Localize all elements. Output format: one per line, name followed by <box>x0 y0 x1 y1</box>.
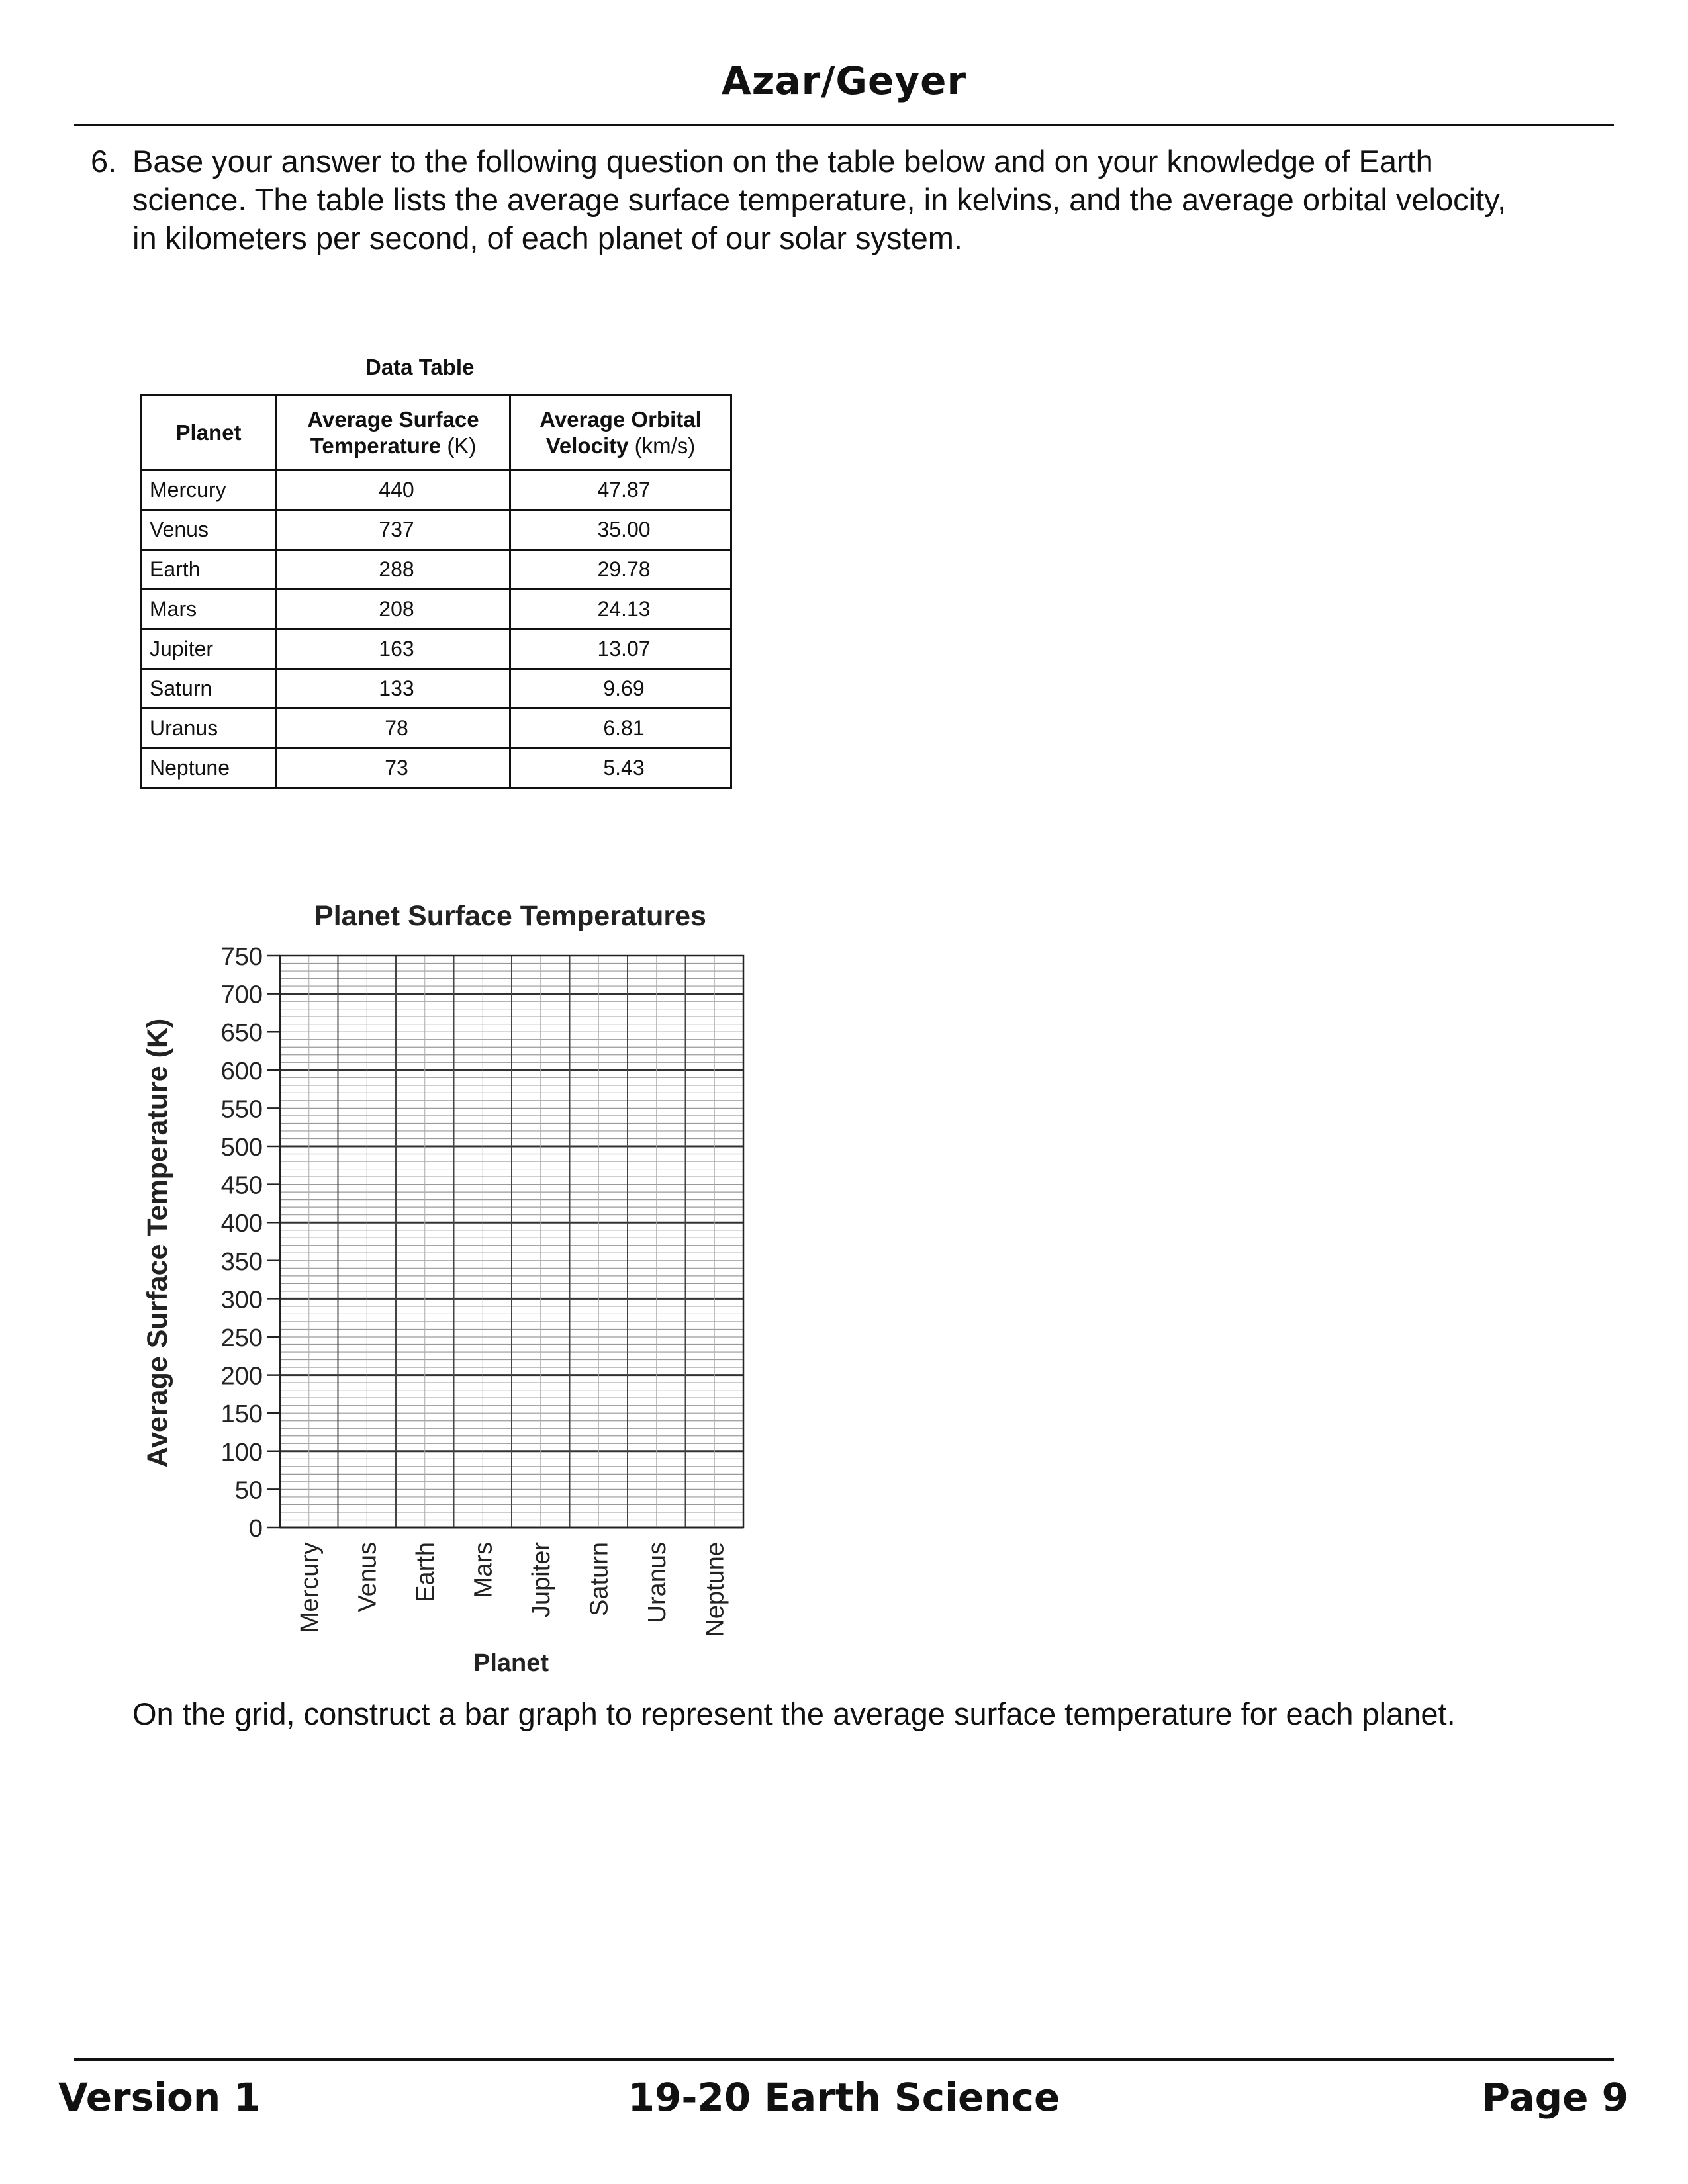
planet-cell: Mercury <box>141 471 277 510</box>
x-tick-label: Neptune <box>701 1542 729 1637</box>
temperature-cell: 78 <box>277 709 510 749</box>
chart-grid <box>280 956 743 1527</box>
velocity-cell: 6.81 <box>510 709 731 749</box>
y-tick-label: 100 <box>220 1438 263 1467</box>
y-tick-label: 600 <box>220 1057 263 1085</box>
x-tick-label: Mars <box>469 1542 498 1598</box>
footer-divider <box>74 2058 1614 2061</box>
temperature-cell: 133 <box>277 669 510 709</box>
x-tick-label: Jupiter <box>527 1542 555 1618</box>
y-tick-label: 150 <box>220 1400 263 1429</box>
y-tick-label: 450 <box>220 1171 263 1200</box>
y-tick-label: 250 <box>220 1324 263 1352</box>
footer-version: Version 1 <box>58 2075 261 2120</box>
velocity-cell: 13.07 <box>510 629 731 669</box>
header-temperature-unit: (K) <box>447 433 477 458</box>
temperature-cell: 208 <box>277 590 510 629</box>
header-temperature-label: Average Surface Temperature <box>307 407 479 458</box>
question-number: 6. <box>91 144 117 179</box>
y-tick-label: 300 <box>220 1286 263 1314</box>
velocity-cell: 29.78 <box>510 550 731 590</box>
planet-cell: Mars <box>141 590 277 629</box>
header-planet-label: Planet <box>175 420 242 445</box>
footer-page: Page 9 <box>1481 2075 1628 2120</box>
y-tick-label: 500 <box>220 1134 263 1161</box>
y-tick-label: 350 <box>220 1248 263 1276</box>
header-velocity-label: Average Orbital Velocity <box>539 407 702 458</box>
y-tick-label: 50 <box>234 1477 263 1505</box>
temperature-cell: 440 <box>277 471 510 510</box>
x-tick-label: Uranus <box>643 1542 671 1623</box>
planet-cell: Earth <box>141 550 277 590</box>
temperature-cell: 163 <box>277 629 510 669</box>
temperature-cell: 73 <box>277 749 510 788</box>
chart-title: Planet Surface Temperatures <box>314 900 706 932</box>
planet-cell: Uranus <box>141 709 277 749</box>
temperature-cell: 737 <box>277 510 510 550</box>
velocity-cell: 47.87 <box>510 471 731 510</box>
velocity-cell: 35.00 <box>510 510 731 550</box>
y-tick-label: 200 <box>220 1362 263 1390</box>
temperature-cell: 288 <box>277 550 510 590</box>
planet-cell: Jupiter <box>141 629 277 669</box>
chart-x-ticks <box>296 1542 729 1637</box>
header-velocity-unit: (km/s) <box>634 433 696 458</box>
footer-course: 19-20 Earth Science <box>628 2075 1060 2120</box>
y-tick-label: 400 <box>220 1210 263 1238</box>
chart-y-ticks <box>221 943 280 1543</box>
x-tick-label: Mercury <box>295 1542 324 1633</box>
planet-cell: Neptune <box>141 749 277 788</box>
x-tick-label: Earth <box>411 1542 440 1602</box>
x-tick-label: Venus <box>353 1542 382 1612</box>
table-caption: Data Table <box>365 355 475 379</box>
y-tick-label: 0 <box>248 1515 263 1543</box>
x-tick-label: Saturn <box>585 1542 614 1616</box>
velocity-cell: 24.13 <box>510 590 731 629</box>
chart-y-axis-label: Average Surface Temperature (K) <box>142 1018 173 1468</box>
y-tick-label: 700 <box>220 981 263 1009</box>
page-header-title: Azar/Geyer <box>721 58 967 103</box>
chart-x-axis-label: Planet <box>473 1649 549 1677</box>
instruction-text: On the grid, construct a bar graph to represent the average surface temperature for each planet. <box>132 1696 1456 1731</box>
y-tick-label: 550 <box>220 1095 263 1124</box>
velocity-cell: 5.43 <box>510 749 731 788</box>
velocity-cell: 9.69 <box>510 669 731 709</box>
question-text: Base your answer to the following question on the table below and on your knowledge of Earth science. The table lists the average surface temperature, in kelvins, and the average orbital velocity, in kilometers per second, of each planet of our solar system. <box>132 144 1507 255</box>
planet-cell: Saturn <box>141 669 277 709</box>
planet-cell: Venus <box>141 510 277 550</box>
y-tick-label: 750 <box>220 943 263 971</box>
y-tick-label: 650 <box>220 1019 263 1048</box>
